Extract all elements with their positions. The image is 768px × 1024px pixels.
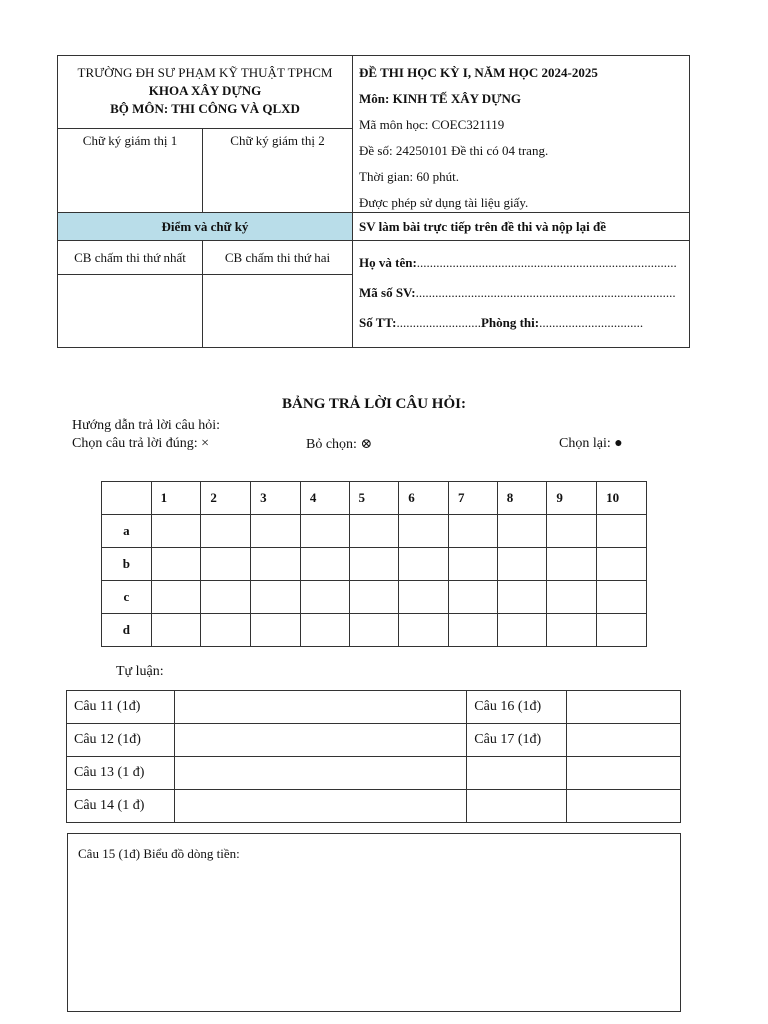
- exam-time: Thời gian: 60 phút.: [359, 169, 460, 184]
- answer-grid: [101, 481, 647, 647]
- answer-sheet-title: BẢNG TRẢ LỜI CÂU HỎI:: [282, 396, 466, 412]
- grid-col-header: 3: [251, 482, 301, 515]
- grid-row: [102, 581, 647, 614]
- answer-cell[interactable]: [201, 515, 251, 548]
- answer-cell[interactable]: [251, 581, 301, 614]
- score-signature-band: Điểm và chữ ký: [58, 212, 352, 241]
- cashflow-label: Câu 15 (1đ) Biểu đồ dòng tiền:: [78, 846, 240, 861]
- grid-corner: [102, 482, 152, 515]
- answer-cell[interactable]: [201, 581, 251, 614]
- school-block: [58, 56, 352, 128]
- grid-col-header: 8: [497, 482, 547, 515]
- essay-answer-cell[interactable]: [567, 757, 681, 790]
- grid-col-header: 5: [349, 482, 399, 515]
- answer-cell[interactable]: [597, 581, 647, 614]
- proctor2-signature: Chữ ký giám thị 2: [203, 128, 352, 212]
- seq-room-row[interactable]: [359, 313, 683, 343]
- header-left: [58, 56, 353, 347]
- essay-question-label: Câu 17 (1đ): [467, 724, 567, 757]
- grid-row: [102, 614, 647, 647]
- answer-cell[interactable]: [448, 614, 497, 647]
- answer-cell[interactable]: [349, 581, 399, 614]
- answer-cell[interactable]: [448, 515, 497, 548]
- answer-cell[interactable]: [497, 614, 547, 647]
- essay-question-label: Câu 16 (1đ): [467, 691, 567, 724]
- grader1-label: CB chấm thi thứ nhất: [58, 241, 203, 275]
- essay-answer-cell[interactable]: [567, 691, 681, 724]
- essay-answer-cell[interactable]: [567, 724, 681, 757]
- answer-cell[interactable]: [597, 515, 647, 548]
- header-right: [353, 56, 689, 347]
- answer-cell[interactable]: [349, 614, 399, 647]
- essay-question-label: Câu 13 (1 đ): [67, 757, 175, 790]
- grader2-box: [203, 275, 352, 347]
- grid-col-header: 9: [547, 482, 597, 515]
- exam-header: [57, 55, 690, 348]
- student-name-row[interactable]: [359, 253, 683, 283]
- answer-cell[interactable]: [251, 548, 301, 581]
- answer-cell[interactable]: [251, 515, 301, 548]
- essay-answer-cell[interactable]: [174, 790, 466, 823]
- answer-cell[interactable]: [201, 614, 251, 647]
- grid-col-header: 1: [151, 482, 201, 515]
- exam-code: Mã môn học: COEC321119: [359, 117, 505, 132]
- answer-cell[interactable]: [201, 548, 251, 581]
- essay-row: [67, 724, 681, 757]
- room-label: Phòng thi:: [480, 315, 540, 330]
- guide-choose: Chọn câu trả lời đúng: ×: [72, 436, 209, 451]
- grid-col-header: 2: [201, 482, 251, 515]
- grid-col-header: 10: [597, 482, 647, 515]
- guide-unselect: Bỏ chọn: ⊗: [306, 437, 373, 452]
- essay-answer-cell[interactable]: [174, 757, 466, 790]
- answer-cell[interactable]: [399, 581, 449, 614]
- exam-subject: Môn: KINH TẾ XÂY DỰNG: [359, 91, 522, 106]
- grid-row-header: b: [102, 548, 152, 581]
- essay-row: [67, 691, 681, 724]
- essay-question-label: Câu 14 (1 đ): [67, 790, 175, 823]
- proctor1-signature: Chữ ký giám thị 1: [58, 128, 203, 212]
- grid-header-row: [102, 482, 647, 515]
- grid-row: [102, 548, 647, 581]
- answer-cell[interactable]: [399, 614, 449, 647]
- grid-row-header: a: [102, 515, 152, 548]
- answer-cell[interactable]: [547, 614, 597, 647]
- answer-cell[interactable]: [497, 581, 547, 614]
- cashflow-box[interactable]: [67, 833, 681, 1012]
- answer-cell[interactable]: [300, 614, 349, 647]
- answer-cell[interactable]: [300, 515, 349, 548]
- answer-cell[interactable]: [597, 614, 647, 647]
- answer-cell[interactable]: [547, 515, 597, 548]
- seq-label: Số TT:: [359, 315, 397, 330]
- student-name-dots: ................................................................................: [416, 255, 677, 270]
- grid-row-header: c: [102, 581, 152, 614]
- answer-cell[interactable]: [151, 581, 201, 614]
- grid-col-header: 7: [448, 482, 497, 515]
- essay-row: [67, 757, 681, 790]
- answer-cell[interactable]: [497, 515, 547, 548]
- answer-cell[interactable]: [349, 515, 399, 548]
- answer-cell[interactable]: [497, 548, 547, 581]
- answer-cell[interactable]: [300, 581, 349, 614]
- grader2-label: CB chấm thi thứ hai: [203, 241, 352, 275]
- department-name: BỘ MÔN: THI CÔNG VÀ QLXD: [110, 101, 300, 116]
- exam-materials: Được phép sử dụng tài liệu giấy.: [359, 195, 529, 210]
- student-id-row[interactable]: [359, 283, 683, 313]
- essay-question-label: Câu 11 (1đ): [67, 691, 175, 724]
- answer-cell[interactable]: [151, 515, 201, 548]
- faculty-name: KHOA XÂY DỰNG: [148, 83, 262, 98]
- answer-cell[interactable]: [151, 614, 201, 647]
- submission-note: SV làm bài trực tiếp trên đề thi và nộp lại đề: [353, 212, 689, 241]
- answer-cell[interactable]: [448, 548, 497, 581]
- exam-title: ĐỀ THI HỌC KỲ I, NĂM HỌC 2024-2025: [359, 65, 598, 80]
- guide-title: Hướng dẫn trả lời câu hỏi:: [72, 418, 220, 433]
- essay-answer-cell[interactable]: [567, 790, 681, 823]
- grid-col-header: 6: [399, 482, 449, 515]
- essay-table: [66, 690, 681, 823]
- answer-cell[interactable]: [547, 581, 597, 614]
- answer-cell[interactable]: [151, 548, 201, 581]
- essay-row: [67, 790, 681, 823]
- answer-cell[interactable]: [399, 548, 449, 581]
- guide-reselect: Chọn lại: ●: [559, 436, 623, 451]
- essay-label: Tự luận:: [116, 664, 164, 679]
- grid-row-header: d: [102, 614, 152, 647]
- answer-cell[interactable]: [448, 581, 497, 614]
- answer-cell[interactable]: [251, 614, 301, 647]
- essay-answer-cell[interactable]: [174, 724, 466, 757]
- seq-dots: ..........................: [396, 315, 481, 330]
- grid-row: [102, 515, 647, 548]
- essay-question-label: [467, 757, 567, 790]
- essay-answer-cell[interactable]: [174, 691, 466, 724]
- student-info: [353, 241, 689, 347]
- answer-cell[interactable]: [349, 548, 399, 581]
- student-id-dots: ................................................................................: [415, 285, 676, 300]
- grid-col-header: 4: [300, 482, 349, 515]
- room-dots: ................................: [539, 315, 644, 330]
- grader1-box: [58, 275, 203, 347]
- answer-cell[interactable]: [547, 548, 597, 581]
- student-name-label: Họ và tên:: [359, 255, 417, 270]
- answer-cell[interactable]: [300, 548, 349, 581]
- essay-question-label: Câu 12 (1đ): [67, 724, 175, 757]
- essay-question-label: [467, 790, 567, 823]
- school-name: TRƯỜNG ĐH SƯ PHẠM KỸ THUẬT TPHCM: [77, 65, 333, 80]
- exam-info: [353, 56, 689, 212]
- answer-cell[interactable]: [399, 515, 449, 548]
- student-id-label: Mã số SV:: [359, 285, 416, 300]
- exam-number: Đề số: 24250101 Đề thi có 04 trang.: [359, 143, 549, 158]
- answer-cell[interactable]: [597, 548, 647, 581]
